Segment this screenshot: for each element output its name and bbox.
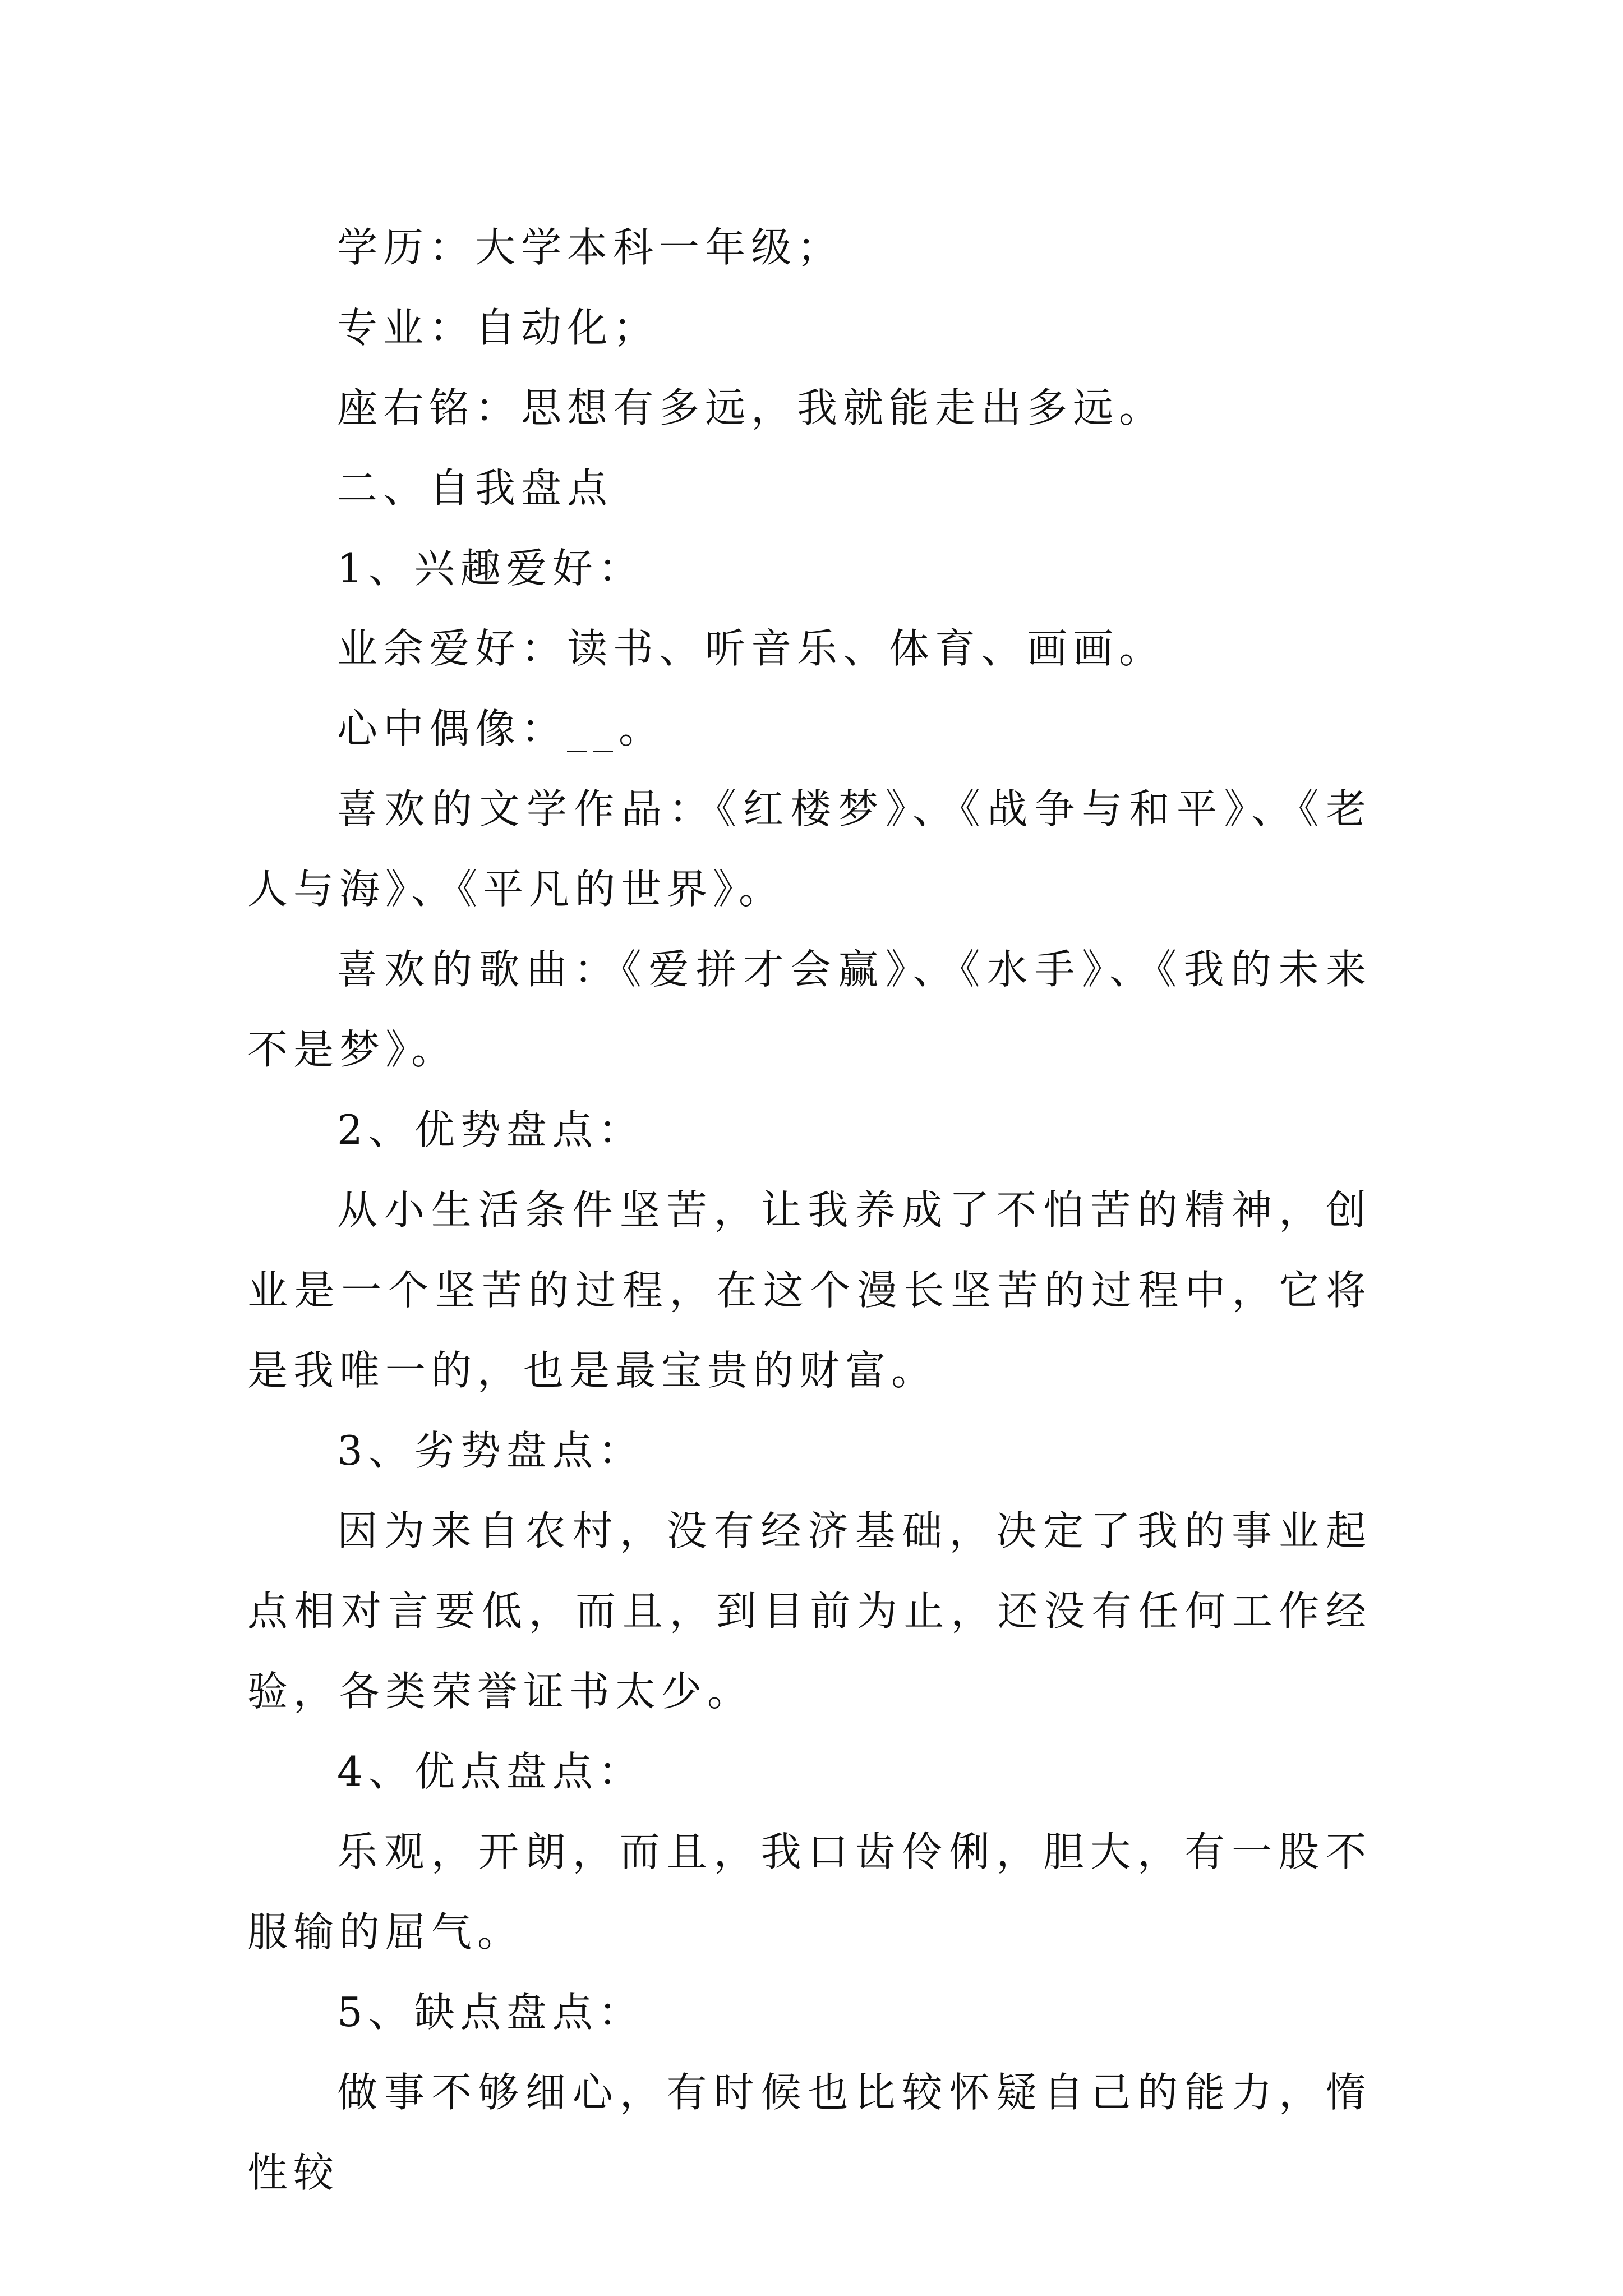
subheading-merits: 4、优点盘点： xyxy=(337,1748,644,1795)
paragraph-shortcomings: 做事不够细心，有时候也比较怀疑自己的能力，惰性较 xyxy=(247,2069,1372,2196)
section-heading-self-review: 二、自我盘点 xyxy=(337,464,614,512)
paragraph-favorite-songs: 喜欢的歌曲：《爱拼才会赢》、《水手》、《我的未来不是梦》。 xyxy=(247,946,1372,1073)
paragraph-weaknesses: 因为来自农村，没有经济基础，决定了我的事业起点相对言要低，而且，到目前为止，还没有任何工作经验，各类荣誉证书太少。 xyxy=(247,1507,1372,1715)
paragraph-merits: 乐观，开朗，而且，我口齿伶俐，胆大，有一股不服输的屈气。 xyxy=(247,1828,1372,1955)
paragraph-major: 专业：自动化； xyxy=(337,304,660,351)
subheading-interests: 1、兴趣爱好： xyxy=(337,545,644,592)
subheading-shortcomings: 5、缺点盘点： xyxy=(337,1989,644,2036)
paragraph-strengths: 从小生活条件坚苦，让我养成了不怕苦的精神，创业是一个坚苦的过程，在这个漫长坚苦的过程中，它将是我唯一的，也是最宝贵的财富。 xyxy=(247,1186,1372,1394)
paragraph-motto: 座右铭：思想有多远，我就能走出多远。 xyxy=(337,384,1165,431)
subheading-strengths: 2、优势盘点： xyxy=(337,1106,644,1153)
document-body xyxy=(247,208,1372,2213)
paragraph-idol: 心中偶像：__。 xyxy=(337,705,665,752)
paragraph-education: 学历：大学本科一年级； xyxy=(337,224,843,271)
subheading-weaknesses: 3、劣势盘点： xyxy=(337,1427,644,1474)
paragraph-favorite-literature: 喜欢的文学作品：《红楼梦》、《战争与和平》、《老人与海》、《平凡的世界》。 xyxy=(247,785,1372,913)
paragraph-hobbies: 业余爱好：读书、听音乐、体育、画画。 xyxy=(337,625,1165,672)
